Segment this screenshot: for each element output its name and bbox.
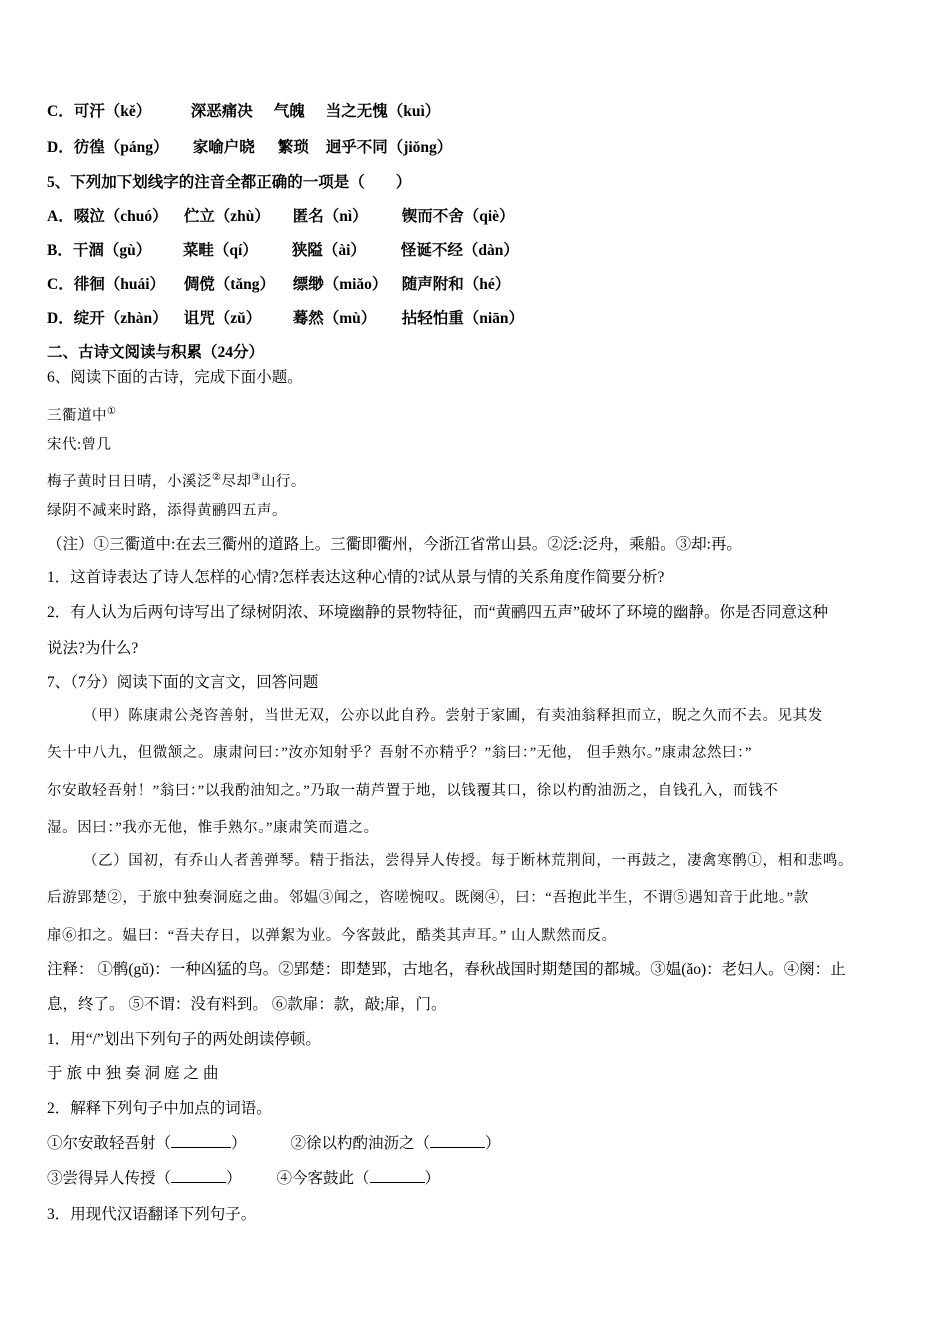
q6-stem: 6、阅读下面的古诗，完成下面小题。: [47, 369, 303, 386]
answer-blank[interactable]: [370, 1168, 425, 1183]
answer-blank[interactable]: [430, 1133, 485, 1148]
q5-option-c: C．徘徊（huái） 倜傥（tǎng） 缥缈（miǎo） 随声附和（hé）: [47, 276, 511, 293]
passage-yi-line: （乙）国初，有乔山人者善弹琴。精于指法，尝得异人传授。每于断林荒荆间，一再鼓之，凄禽寒鹘①，相和悲鸣。: [83, 853, 854, 869]
q6-sub2-line1: 2．有人认为后两句诗写出了绿树阴浓、环境幽静的景物特征，而“黄鹂四五声”破坏了环境的幽静。你是否同意这种: [47, 604, 829, 621]
passage-jia-line: （甲）陈康肃公尧咨善射，当世无双，公亦以此自矜。尝射于家圃，有卖油翁释担而立，睨之久而不去。见其发: [83, 708, 823, 724]
q6-sub2-line2: 说法?为什么?: [47, 640, 139, 657]
passage-yi-line: 后游郢楚②，于旅中独奏洞庭之曲。邻媪③闻之，咨嗟惋叹。既阕④，曰：“吾抱此半生，不谓⑤遇知音于此地。”款: [47, 890, 809, 906]
q6-sub1: 1．这首诗表达了诗人怎样的心情?怎样表达这种心情的?试从景与情的关系角度作简要分析?: [47, 569, 665, 586]
q5-option-a: A．啜泣（chuó） 伫立（zhù） 匿名（nì） 锲而不舍（qiè）: [47, 208, 515, 225]
q7-sub2-row2: ③尝得异人传授（ ） ④今客鼓此（ ）: [47, 1170, 441, 1187]
passage-yi-line: 扉⑥扣之。媪曰：“吾夫存日，以弹絮为业。今客鼓此，酷类其声耳。” 山人默然而反。: [47, 928, 617, 944]
answer-blank[interactable]: [171, 1133, 231, 1148]
q7-stem: 7、（7分）阅读下面的文言文，回答问题: [47, 674, 319, 691]
q7-sub1-sentence: 于旅中独奏洞庭之曲: [47, 1065, 223, 1082]
poem-line-1: 梅子黄时日日晴，小溪泛②尽却③山行。: [47, 472, 306, 490]
poem-author: 宋代:曾几: [47, 437, 112, 453]
poem-title: 三衢道中①: [47, 406, 117, 424]
q7-sub2-row1: ①尔安敢轻吾射（ ） ②徐以杓酌油沥之（ ）: [47, 1135, 501, 1152]
q7-sub2: 2．解释下列句子中加点的词语。: [47, 1100, 272, 1117]
poem-line-2: 绿阴不减来时路，添得黄鹂四五声。: [47, 503, 287, 519]
q5-option-d: D．绽开（zhàn） 诅咒（zǔ） 蓦然（mù） 拈轻怕重（niān）: [47, 310, 525, 327]
q7-sub3: 3．用现代汉语翻译下列句子。: [47, 1206, 257, 1223]
q7-sub1: 1．用“/”划出下列句子的两处朗读停顿。: [47, 1031, 321, 1048]
q7-notes-line2: 息，终了。 ⑤不谓：没有料到。 ⑥款扉：款，敲;扉，门。: [47, 996, 447, 1013]
answer-blank[interactable]: [171, 1168, 226, 1183]
q5-option-b: B．干涸（gù） 菜畦（qí） 狭隘（ài） 怪诞不经（dàn）: [47, 242, 519, 259]
q7-notes-line1: 注释： ①鹘(gǔ)：一种凶猛的鸟。②郢楚：即楚郢，古地名，春秋战国时期楚国的都城。③媪(ǎo)：老妇人。④阕：止: [47, 961, 846, 978]
q4-option-c: C．可汗（kě） 深恶痛决 气魄 当之无愧（kuì）: [47, 103, 441, 120]
poem-annotation: （注）①三衢道中:在去三衢州的道路上。三衢即衢州，今浙江省常山县。②泛:泛舟，乘船。③却:再。: [47, 536, 742, 553]
passage-jia-line: 矢十中八九，但微颔之。康肃问曰：”汝亦知射乎？吾射不亦精乎？”翁曰：”无他， 但手熟尔。”康肃忿然曰：”: [47, 745, 752, 761]
q5-stem: 5、下列加下划线字的注音全都正确的一项是（ ）: [47, 174, 412, 191]
q4-option-d: D．彷徨（páng） 家喻户晓 繁琐 迥乎不同（jiǒng）: [47, 139, 453, 156]
passage-jia-line: 湿。因曰：”我亦无他，惟手熟尔。”康肃笑而遣之。: [47, 820, 379, 836]
section-heading: 二、古诗文阅读与积累（24分）: [47, 344, 265, 361]
passage-jia-line: 尔安敢轻吾射！”翁曰：”以我酌油知之。”乃取一葫芦置于地，以钱覆其口，徐以杓酌油沥之，自钱孔入，而钱不: [47, 783, 779, 799]
